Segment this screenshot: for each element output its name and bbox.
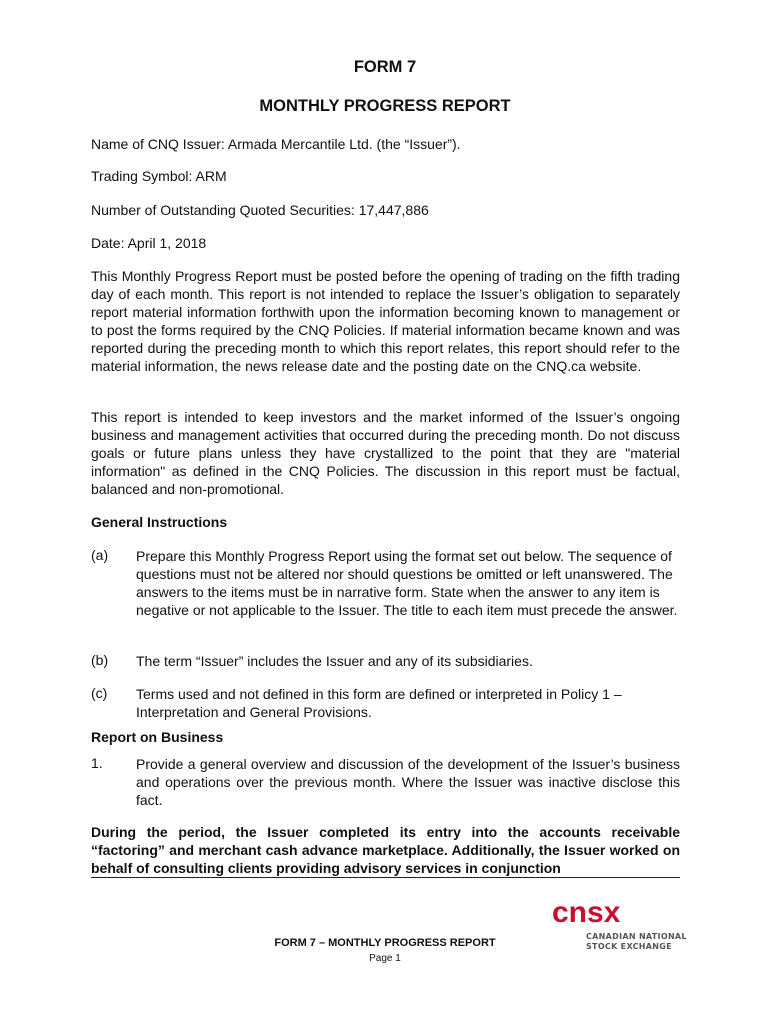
instruction-label-a: (a) — [91, 547, 109, 563]
page-number: Page 1 — [369, 953, 401, 964]
cnsx-wordmark: cnsx — [552, 896, 621, 929]
report-date: Date: April 1, 2018 — [91, 235, 207, 251]
business-item-text-1: Provide a general overview and discussion of the development of the Issuer’s business and operations over the previous month. Where the Issuer was inactive disclose this fact. — [136, 756, 680, 808]
instruction-label-b: (b) — [91, 652, 109, 668]
footer-title: FORM 7 – MONTHLY PROGRESS REPORT — [274, 937, 496, 949]
instruction-text-c: Terms used and not defined in this form are defined or interpreted in Policy 1 – Interpretation and General Provisions. — [136, 686, 622, 720]
report-on-business-heading: Report on Business — [91, 729, 224, 745]
footer-divider — [91, 877, 680, 878]
trading-symbol: Trading Symbol: ARM — [91, 168, 227, 184]
general-instructions-heading: General Instructions — [91, 514, 228, 530]
logo-line-1: CANADIAN NATIONAL — [586, 932, 687, 941]
form-title: FORM 7 — [353, 58, 417, 76]
instruction-text-a: Prepare this Monthly Progress Report using the format set out below. The sequence of questions must not be altered nor should questions be omitted or left unanswered. The answers to the items must be in narrative form. State when the answer to any item is negative or not applicable to the Issuer. The title to each item must precede the answer. — [136, 548, 678, 618]
instruction-text-b: The term “Issuer” includes the Issuer and any of its subsidiaries. — [136, 653, 533, 669]
logo-line-2: STOCK EXCHANGE — [586, 942, 672, 951]
report-title: MONTHLY PROGRESS REPORT — [259, 97, 511, 115]
intro-paragraph-2: This report is intended to keep investors and the market informed of the Issuer’s ongoing business and management activities that occurred during the preceding month. Do not discuss goals or future plans unless they have crystallized to the point that they are "material information" as defined in the CNQ Policies. The discussion in this report must be factual, balanced and non-promotional. — [91, 409, 680, 497]
instruction-label-c: (c) — [91, 685, 108, 701]
issuer-name: Name of CNQ Issuer: Armada Mercantile Ltd. (the “Issuer”). — [91, 136, 461, 152]
intro-paragraph-1: This Monthly Progress Report must be posted before the opening of trading on the fifth trading day of each month. This report is not intended to replace the Issuer’s obligation to separately report material information forthwith upon the information becoming known to management or to post the forms required by the CNQ Policies. If material information became known and was reported during the preceding month to which this report relates, this report should refer to the material information, the news release date and the posting date on the CNQ.ca website. — [91, 268, 680, 374]
business-item-label-1: 1. — [91, 755, 103, 771]
outstanding-securities: Number of Outstanding Quoted Securities: 17,447,886 — [91, 202, 429, 218]
business-answer: During the period, the Issuer completed its entry into the accounts receivable “factoring” and merchant cash advance marketplace. Additionally, the Issuer worked on behalf of consulting clients providing advisory services in conjunction — [91, 824, 680, 876]
